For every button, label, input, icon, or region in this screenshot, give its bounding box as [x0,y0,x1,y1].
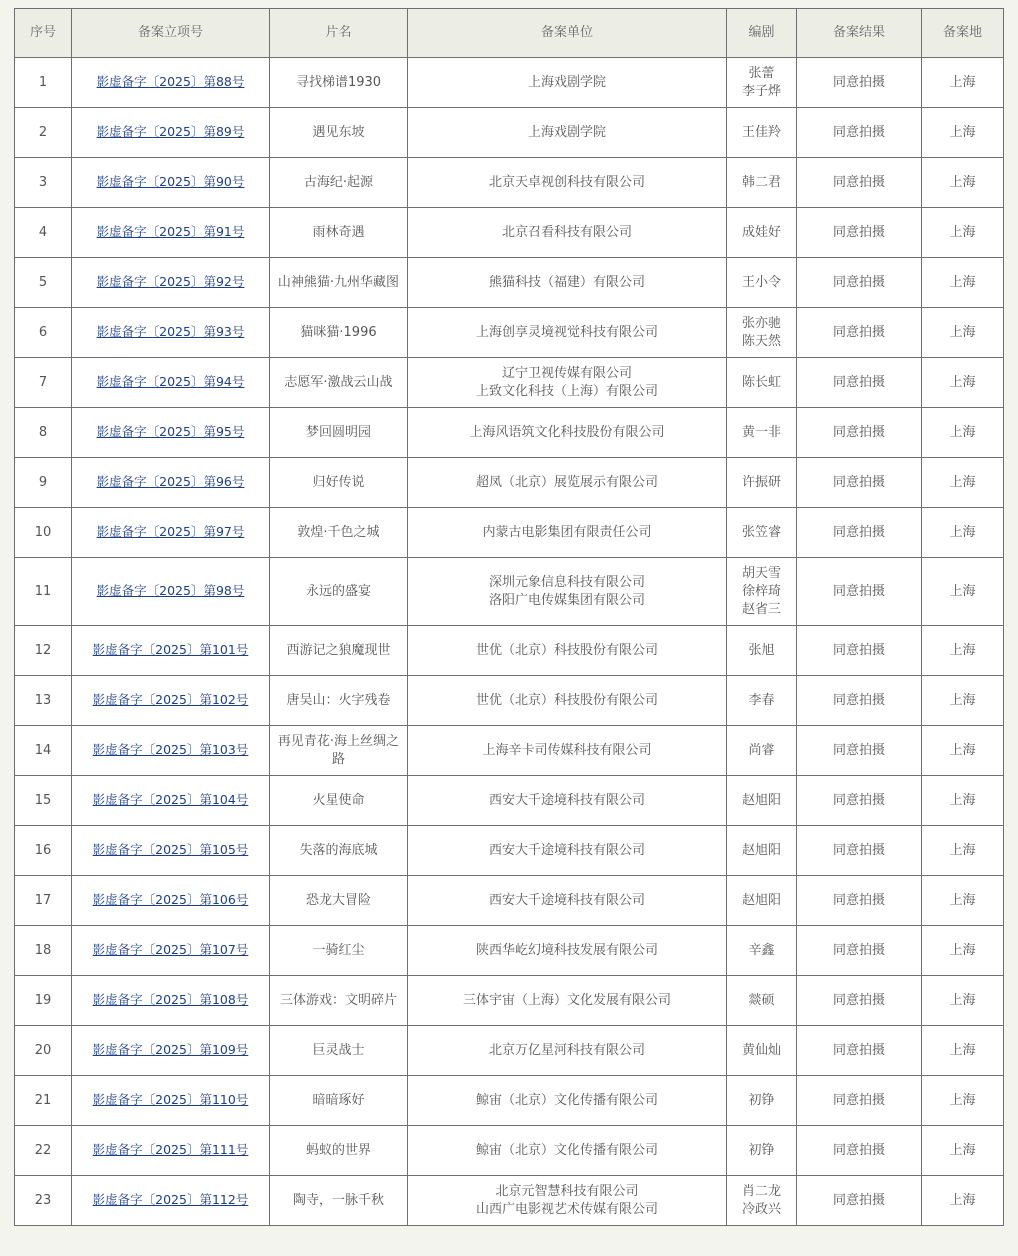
cell-no: 14 [15,726,72,776]
cell-place: 上海 [922,458,1004,508]
cell-filing-id [72,308,270,358]
filing-unit-name: 西安大千途境科技有限公司 [488,842,645,858]
cell-place: 上海 [922,1076,1004,1126]
filing-id-link[interactable]: 影虚备字〔2025〕第109号 [92,1042,249,1057]
filing-unit-name: 北京天卓视创科技有限公司 [488,174,645,190]
cell-place: 上海 [922,258,1004,308]
filing-id-link[interactable]: 影虚备字〔2025〕第95号 [96,424,245,439]
cell-writer [727,726,797,776]
cell-filing-id [72,676,270,726]
table-row [15,508,1004,558]
cell-title: 再见青花·海上丝绸之路 [270,726,408,776]
filing-unit-name: 洛阳广电传媒集团有限公司 [488,592,645,608]
cell-writer [727,676,797,726]
cell-title: 失落的海底城 [270,826,408,876]
cell-writer [727,158,797,208]
filing-unit-name: 北京召看科技有限公司 [501,224,632,240]
table-row [15,676,1004,726]
cell-place: 上海 [922,876,1004,926]
cell-filing-id [72,1176,270,1226]
cell-result: 同意拍摄 [797,1076,922,1126]
cell-filing-unit [408,826,727,876]
cell-place: 上海 [922,108,1004,158]
filing-unit-name: 陕西华屹幻境科技发展有限公司 [475,942,658,958]
cell-writer [727,876,797,926]
cell-result: 同意拍摄 [797,826,922,876]
writer-name: 尚睿 [748,742,775,758]
table-row [15,626,1004,676]
header-filing-unit: 备案单位 [408,9,727,58]
cell-title: 山神熊猫·九州华藏图 [270,258,408,308]
cell-writer [727,626,797,676]
cell-place: 上海 [922,826,1004,876]
cell-no: 23 [15,1176,72,1226]
cell-writer [727,1026,797,1076]
cell-no: 2 [15,108,72,158]
cell-filing-id [72,926,270,976]
cell-filing-id [72,976,270,1026]
cell-result: 同意拍摄 [797,458,922,508]
header-no: 序号 [15,9,72,58]
cell-no: 6 [15,308,72,358]
filing-id-link[interactable]: 影虚备字〔2025〕第93号 [96,324,245,339]
cell-filing-unit [408,1026,727,1076]
writer-name: 燚硕 [748,992,775,1008]
cell-no: 15 [15,776,72,826]
filing-id-link[interactable]: 影虚备字〔2025〕第88号 [96,74,245,89]
cell-result: 同意拍摄 [797,626,922,676]
cell-title: 三体游戏：文明碎片 [270,976,408,1026]
writer-name: 张蕾 [748,65,775,81]
writer-name: 赵省三 [741,601,781,617]
cell-writer [727,408,797,458]
filing-unit-name: 西安大千途境科技有限公司 [488,792,645,808]
cell-result: 同意拍摄 [797,876,922,926]
table-row [15,208,1004,258]
filing-id-link[interactable]: 影虚备字〔2025〕第107号 [92,942,249,957]
filing-unit-name: 鲸宙（北京）文化传播有限公司 [475,1142,658,1158]
filing-unit-name: 上海戏剧学院 [527,74,606,90]
cell-no: 4 [15,208,72,258]
cell-title: 唐吴山：火字残卷 [270,676,408,726]
writer-name: 初铮 [748,1142,775,1158]
cell-filing-unit [408,358,727,408]
cell-place: 上海 [922,158,1004,208]
cell-writer [727,458,797,508]
table-row [15,776,1004,826]
cell-writer [727,776,797,826]
cell-place: 上海 [922,58,1004,108]
cell-filing-unit [408,408,727,458]
table-row [15,926,1004,976]
cell-writer [727,208,797,258]
filing-id-link[interactable]: 影虚备字〔2025〕第96号 [96,474,245,489]
cell-filing-id [72,776,270,826]
header-writer: 编剧 [727,9,797,58]
writer-name: 许振研 [741,474,781,490]
writer-name: 赵旭阳 [741,842,781,858]
table-row [15,258,1004,308]
cell-filing-unit [408,308,727,358]
cell-result: 同意拍摄 [797,1126,922,1176]
cell-filing-id [72,626,270,676]
cell-no: 20 [15,1026,72,1076]
cell-title: 志愿军·激战云山战 [270,358,408,408]
filing-id-link[interactable]: 影虚备字〔2025〕第111号 [92,1142,249,1157]
cell-result: 同意拍摄 [797,208,922,258]
cell-result: 同意拍摄 [797,308,922,358]
cell-result: 同意拍摄 [797,158,922,208]
cell-result: 同意拍摄 [797,358,922,408]
cell-writer [727,1176,797,1226]
cell-filing-id [72,826,270,876]
cell-filing-id [72,408,270,458]
cell-title: 古海纪·起源 [270,158,408,208]
writer-name: 初铮 [748,1092,775,1108]
table-row [15,1126,1004,1176]
cell-place: 上海 [922,1126,1004,1176]
cell-filing-unit [408,626,727,676]
cell-filing-id [72,208,270,258]
filing-id-link[interactable]: 影虚备字〔2025〕第98号 [96,583,245,598]
cell-place: 上海 [922,726,1004,776]
cell-title: 恐龙大冒险 [270,876,408,926]
filing-unit-name: 上海辛卡司传媒科技有限公司 [482,742,652,758]
cell-filing-unit [408,108,727,158]
cell-filing-unit [408,726,727,776]
cell-writer [727,308,797,358]
filing-id-link[interactable]: 影虚备字〔2025〕第106号 [92,892,249,907]
cell-title: 敦煌·千色之城 [270,508,408,558]
cell-place: 上海 [922,208,1004,258]
table-row [15,458,1004,508]
cell-title: 一骑红尘 [270,926,408,976]
writer-name: 陈长虹 [741,374,781,390]
cell-result: 同意拍摄 [797,258,922,308]
table-row [15,726,1004,776]
table-row [15,408,1004,458]
cell-filing-unit [408,458,727,508]
cell-result: 同意拍摄 [797,108,922,158]
cell-writer [727,358,797,408]
table-row [15,1076,1004,1126]
writer-name: 张笠睿 [741,524,781,540]
cell-title: 陶寺，一脉千秋 [270,1176,408,1226]
cell-no: 11 [15,558,72,626]
writer-name: 王小令 [741,274,781,290]
cell-filing-unit [408,876,727,926]
table-row [15,976,1004,1026]
cell-filing-unit [408,158,727,208]
filing-unit-name: 山西广电影视艺术传媒有限公司 [475,1201,658,1217]
filing-id-link[interactable]: 影虚备字〔2025〕第97号 [96,524,245,539]
cell-filing-id [72,58,270,108]
writer-name: 肖二龙 [741,1183,781,1199]
header-result: 备案结果 [797,9,922,58]
cell-filing-id [72,876,270,926]
cell-writer [727,1126,797,1176]
cell-writer [727,58,797,108]
writer-name: 黄仙灿 [741,1042,781,1058]
cell-result: 同意拍摄 [797,776,922,826]
cell-no: 9 [15,458,72,508]
cell-title: 归好传说 [270,458,408,508]
cell-no: 8 [15,408,72,458]
writer-name: 陈天然 [741,333,781,349]
cell-filing-unit [408,258,727,308]
cell-result: 同意拍摄 [797,508,922,558]
writer-name: 李春 [748,692,775,708]
filing-unit-name: 北京万亿星河科技有限公司 [488,1042,645,1058]
cell-place: 上海 [922,926,1004,976]
filing-unit-name: 鲸宙（北京）文化传播有限公司 [475,1092,658,1108]
cell-filing-unit [408,776,727,826]
table-row [15,158,1004,208]
filing-unit-name: 北京元智慧科技有限公司 [495,1183,639,1199]
cell-title: 巨灵战士 [270,1026,408,1076]
cell-place: 上海 [922,558,1004,626]
cell-no: 21 [15,1076,72,1126]
cell-writer [727,1076,797,1126]
cell-no: 5 [15,258,72,308]
cell-filing-id [72,158,270,208]
cell-title: 雨林奇遇 [270,208,408,258]
cell-filing-unit [408,508,727,558]
filing-id-link[interactable]: 影虚备字〔2025〕第91号 [96,224,245,239]
filing-unit-name: 世优（北京）科技股份有限公司 [475,692,658,708]
table-row [15,826,1004,876]
filing-unit-name: 超凤（北京）展览展示有限公司 [475,474,658,490]
cell-place: 上海 [922,1026,1004,1076]
filing-id-link[interactable]: 影虚备字〔2025〕第112号 [92,1192,249,1207]
table-row [15,1176,1004,1226]
cell-result: 同意拍摄 [797,1176,922,1226]
table-row [15,58,1004,108]
filing-unit-name: 辽宁卫视传媒有限公司 [501,365,632,381]
writer-name: 成娃好 [741,224,781,240]
filing-unit-name: 世优（北京）科技股份有限公司 [475,642,658,658]
filing-id-link[interactable]: 影虚备字〔2025〕第103号 [92,742,249,757]
writer-name: 韩二君 [741,174,781,190]
filing-id-link[interactable]: 影虚备字〔2025〕第104号 [92,792,249,807]
cell-no: 1 [15,58,72,108]
filing-id-link[interactable]: 影虚备字〔2025〕第110号 [92,1092,249,1107]
filing-unit-name: 熊猫科技（福建）有限公司 [488,274,645,290]
writer-name: 张旭 [748,642,775,658]
header-place: 备案地 [922,9,1004,58]
cell-title: 蚂蚁的世界 [270,1126,408,1176]
filing-unit-name: 上海创享灵境视觉科技有限公司 [475,324,658,340]
cell-filing-unit [408,1126,727,1176]
cell-filing-id [72,508,270,558]
cell-filing-unit [408,926,727,976]
cell-no: 12 [15,626,72,676]
cell-result: 同意拍摄 [797,58,922,108]
table-row [15,308,1004,358]
cell-place: 上海 [922,776,1004,826]
cell-place: 上海 [922,308,1004,358]
cell-no: 22 [15,1126,72,1176]
cell-title: 暗暗琢好 [270,1076,408,1126]
filing-id-link[interactable]: 影虚备字〔2025〕第102号 [92,692,249,707]
cell-title: 猫咪猫·1996 [270,308,408,358]
cell-no: 16 [15,826,72,876]
cell-filing-unit [408,1176,727,1226]
filing-unit-name: 内蒙古电影集团有限责任公司 [482,524,652,540]
table-body [15,58,1004,1226]
cell-title: 永远的盛宴 [270,558,408,626]
cell-place: 上海 [922,626,1004,676]
cell-title: 寻找梯谱1930 [270,58,408,108]
writer-name: 王佳羚 [741,124,781,140]
filing-id-link[interactable]: 影虚备字〔2025〕第94号 [96,374,245,389]
cell-filing-id [72,458,270,508]
cell-filing-unit [408,58,727,108]
cell-title: 火星使命 [270,776,408,826]
writer-name: 赵旭阳 [741,792,781,808]
filing-id-link[interactable]: 影虚备字〔2025〕第89号 [96,124,245,139]
filing-unit-name: 三体宇宙（上海）文化发展有限公司 [462,992,671,1008]
filing-id-link[interactable]: 影虚备字〔2025〕第101号 [92,642,249,657]
cell-title: 西游记之狼魔现世 [270,626,408,676]
filing-id-link[interactable]: 影虚备字〔2025〕第108号 [92,992,249,1007]
filing-unit-name: 西安大千途境科技有限公司 [488,892,645,908]
cell-writer [727,258,797,308]
cell-result: 同意拍摄 [797,926,922,976]
writer-name: 徐梓琦 [741,583,781,599]
cell-filing-id [72,558,270,626]
cell-place: 上海 [922,508,1004,558]
writer-name: 张亦驰 [741,315,781,331]
cell-no: 17 [15,876,72,926]
filing-unit-name: 上致文化科技（上海）有限公司 [475,383,658,399]
cell-filing-unit [408,208,727,258]
cell-place: 上海 [922,976,1004,1026]
table-row [15,558,1004,626]
cell-no: 7 [15,358,72,408]
filing-unit-name: 上海风语筑文化科技股份有限公司 [469,424,665,440]
cell-filing-id [72,108,270,158]
cell-no: 18 [15,926,72,976]
writer-name: 黄一非 [741,424,781,440]
cell-place: 上海 [922,676,1004,726]
cell-result: 同意拍摄 [797,726,922,776]
cell-filing-unit [408,1076,727,1126]
cell-result: 同意拍摄 [797,558,922,626]
filing-id-link[interactable]: 影虚备字〔2025〕第90号 [96,174,245,189]
header-filing-id: 备案立项号 [72,9,270,58]
cell-result: 同意拍摄 [797,1026,922,1076]
table-row [15,358,1004,408]
cell-writer [727,508,797,558]
cell-filing-unit [408,558,727,626]
writer-name: 冷政兴 [741,1201,781,1217]
table-header-row [15,9,1004,58]
cell-no: 19 [15,976,72,1026]
cell-place: 上海 [922,408,1004,458]
filing-record-table [14,8,1004,1226]
cell-place: 上海 [922,358,1004,408]
cell-writer [727,826,797,876]
cell-result: 同意拍摄 [797,676,922,726]
header-title: 片名 [270,9,408,58]
cell-filing-id [72,1026,270,1076]
cell-filing-unit [408,676,727,726]
cell-filing-id [72,358,270,408]
writer-name: 辛鑫 [748,942,775,958]
table-row [15,876,1004,926]
cell-filing-unit [408,976,727,1026]
filing-unit-name: 深圳元象信息科技有限公司 [488,574,645,590]
table-row [15,1026,1004,1076]
cell-no: 13 [15,676,72,726]
cell-place: 上海 [922,1176,1004,1226]
table-row [15,108,1004,158]
cell-writer [727,108,797,158]
writer-name: 赵旭阳 [741,892,781,908]
writer-name: 胡天雪 [741,565,781,581]
cell-filing-id [72,726,270,776]
cell-title: 梦回圆明园 [270,408,408,458]
cell-title: 遇见东坡 [270,108,408,158]
filing-unit-name: 上海戏剧学院 [527,124,606,140]
cell-result: 同意拍摄 [797,976,922,1026]
cell-writer [727,976,797,1026]
filing-id-link[interactable]: 影虚备字〔2025〕第92号 [96,274,245,289]
cell-writer [727,926,797,976]
cell-result: 同意拍摄 [797,408,922,458]
cell-filing-id [72,258,270,308]
cell-filing-id [72,1076,270,1126]
cell-no: 10 [15,508,72,558]
filing-id-link[interactable]: 影虚备字〔2025〕第105号 [92,842,249,857]
cell-filing-id [72,1126,270,1176]
cell-no: 3 [15,158,72,208]
writer-name: 李子烨 [741,83,781,99]
cell-writer [727,558,797,626]
